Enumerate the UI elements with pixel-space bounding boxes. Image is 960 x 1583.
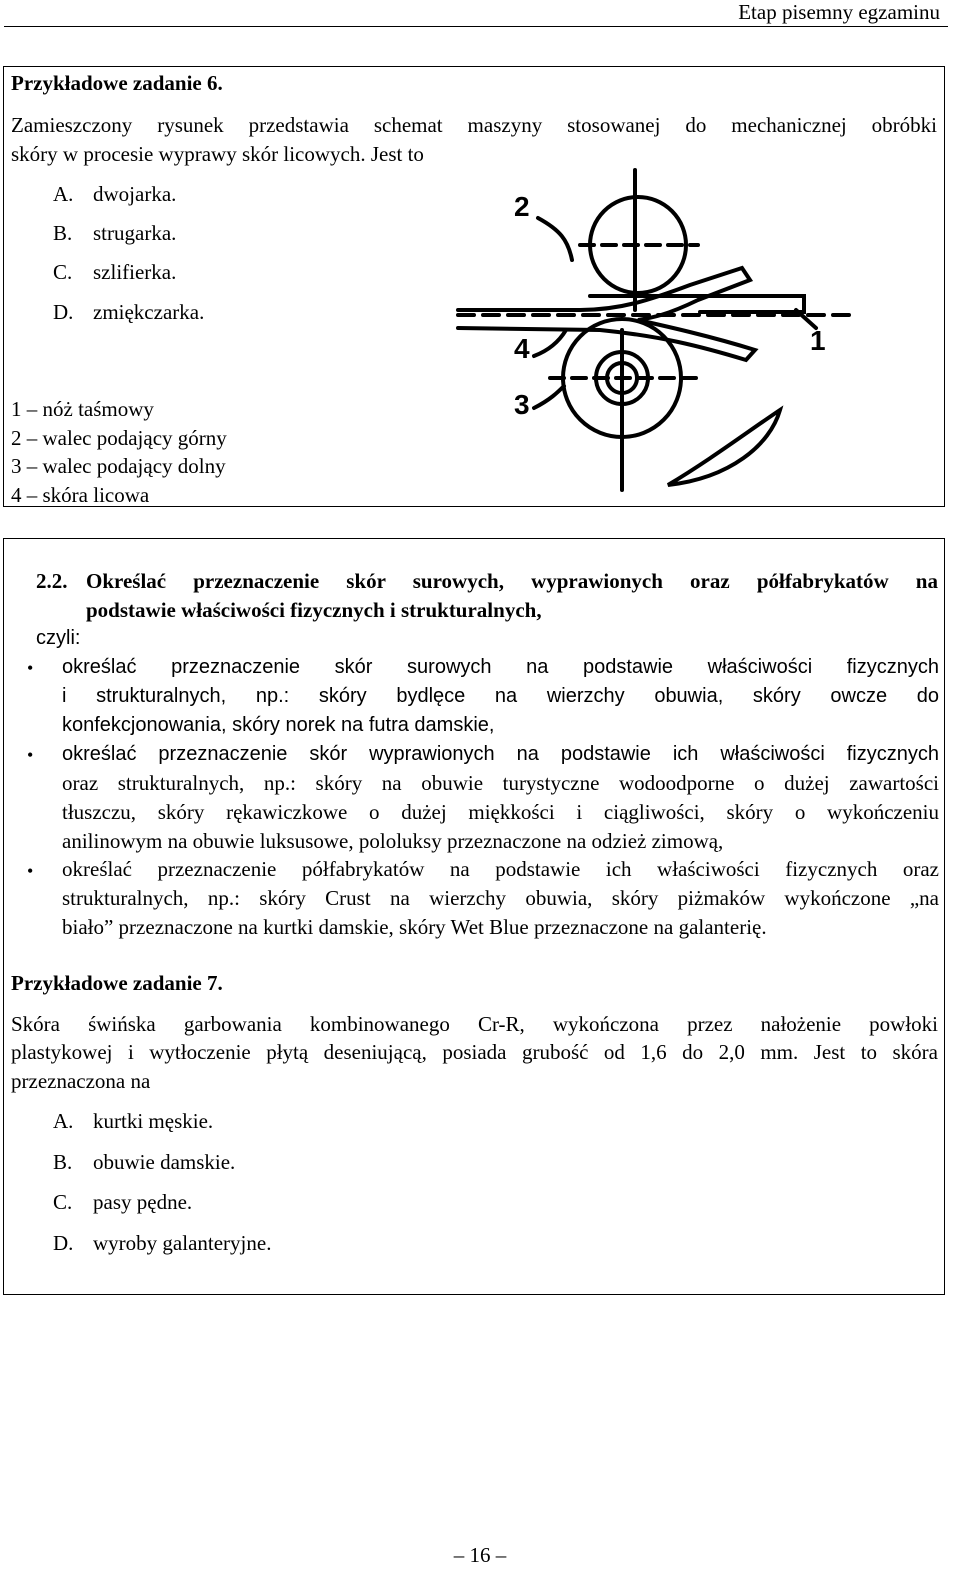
page-header: Etap pisemny egzaminu [738, 0, 940, 24]
legend-item-1: 1 – nóż taśmowy [11, 397, 154, 421]
task6-option-d-letter: D. [53, 300, 74, 324]
leather-piece [668, 410, 780, 485]
page-number: – 16 – [453, 1543, 507, 1567]
task7-question-line2: plastykowej i wytłoczenie płytą deseniującą, posiada grubość od 1,6 do 2,0 mm. Jest to skóra [11, 1040, 938, 1064]
bullet-3-line2: strukturalnych, np.: skóry Crust na wierzchy obuwia, skóry piżmaków wykończone „na [62, 886, 939, 910]
section-heading-line2: podstawie właściwości fizycznych i strukturalnych, [86, 598, 542, 622]
bullet-3-line1: określać przeznaczenie półfabrykatów na podstawie ich właściwości fizycznych oraz [62, 857, 939, 881]
task6-question-line1: Zamieszczony rysunek przedstawia schemat maszyny stosowanej do mechanicznej obróbki [11, 113, 937, 137]
section-heading-line1: Określać przeznaczenie skór surowych, wyprawionych oraz półfabrykatów na [86, 569, 938, 593]
header-divider [4, 26, 948, 27]
figure-label-1: 1 [810, 325, 826, 356]
task6-option-b-text: strugarka. [93, 221, 177, 245]
bullet-2-marker: • [27, 745, 34, 765]
figure-label-4: 4 [514, 333, 530, 364]
bullet-1-marker: • [27, 658, 34, 678]
bullet-2-line2: oraz strukturalnych, np.: skóry na obuwie turystyczne wodoodporne o dużej zawartości [62, 771, 939, 795]
figure-label-2: 2 [514, 191, 530, 222]
task7-title: Przykładowe zadanie 7. [11, 971, 223, 995]
figure-label-3: 3 [514, 389, 530, 420]
bullet-2-line3: tłuszczu, skóry rękawiczkowe o dużej miękkości i ciągliwości, skóry o wykończeniu [62, 800, 939, 824]
machine-schematic [450, 160, 900, 500]
task6-option-c-letter: C. [53, 260, 73, 284]
task6-option-b-letter: B. [53, 221, 73, 245]
task7-question-line1: Skóra świńska garbowania kombinowanego Cr-R, wykończona przez nałożenie powłoki [11, 1012, 938, 1036]
label-4-leader [534, 330, 566, 356]
task7-option-a-text: kurtki męskie. [93, 1109, 214, 1133]
task7-option-b-letter: B. [53, 1150, 73, 1174]
task6-option-a-letter: A. [53, 182, 74, 206]
bullet-3-marker: • [27, 861, 34, 881]
legend-item-3: 3 – walec podający dolny [11, 454, 226, 478]
bullet-1-line1: określać przeznaczenie skór surowych na podstawie właściwości fizycznych [62, 656, 939, 678]
task6-option-c-text: szlifierka. [93, 260, 177, 284]
bullet-2-line1: określać przeznaczenie skór wyprawionych na podstawie ich właściwości fizycznych [62, 743, 939, 765]
bullet-3-line3: biało” przeznaczone na kurtki damskie, skóry Wet Blue przeznaczone na galanterię. [62, 915, 767, 939]
task7-question-line3: przeznaczona na [11, 1069, 151, 1093]
task7-option-d-text: wyroby galanteryjne. [93, 1231, 272, 1255]
task7-option-c-text: pasy pędne. [93, 1190, 193, 1214]
task7-option-a-letter: A. [53, 1109, 74, 1133]
label-3-leader [534, 386, 564, 408]
task6-question-line2: skóry w procesie wyprawy skór licowych. Jest to [11, 142, 424, 166]
task7-option-b-text: obuwie damskie. [93, 1150, 236, 1174]
task7-option-c-letter: C. [53, 1190, 73, 1214]
task6-title: Przykładowe zadanie 6. [11, 71, 223, 95]
bullet-1-line3: konfekcjonowania, skóry norek na futra damskie, [62, 714, 495, 736]
task6-option-d-text: zmiękczarka. [93, 300, 205, 324]
legend-item-4: 4 – skóra licowa [11, 483, 150, 507]
bullet-2-line4: anilinowym na obuwie luksusowe, pololuksy przeznaczone na odzież zimową, [62, 829, 724, 853]
legend-item-2: 2 – walec podający górny [11, 426, 227, 450]
section-intro: czyli: [36, 627, 81, 649]
task7-option-d-letter: D. [53, 1231, 74, 1255]
task6-option-a-text: dwojarka. [93, 182, 177, 206]
section-number: 2.2. [36, 569, 68, 593]
bullet-1-line2: i strukturalnych, np.: skóry bydlęce na wierzchy obuwia, skóry owcze do [62, 685, 939, 707]
label-2-leader [538, 218, 572, 260]
